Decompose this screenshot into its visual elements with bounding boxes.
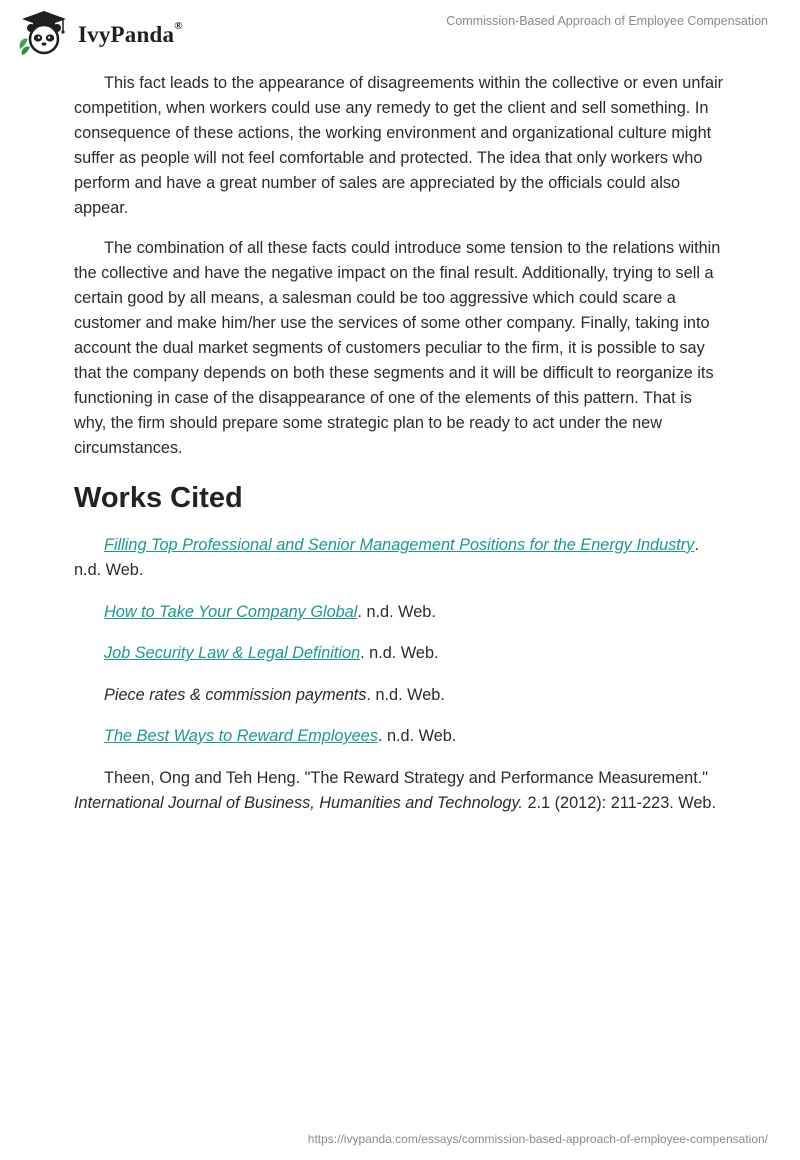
citation-link[interactable]: The Best Ways to Reward Employees	[104, 727, 378, 745]
citation-link[interactable]: Job Security Law & Legal Definition	[104, 644, 361, 662]
citation-link[interactable]: How to Take Your Company Global	[104, 602, 358, 621]
citation-title: Piece rates & commission payments	[104, 685, 367, 704]
citation-entry	[74, 600, 726, 625]
brand-name: IvyPanda®	[78, 20, 183, 47]
citation-suffix: . n.d. Web.	[366, 685, 445, 704]
citation-suffix: . n.d. Web.	[377, 727, 457, 745]
citation-entry	[74, 533, 726, 583]
citation-suffix: . n.d. Web.	[357, 602, 436, 621]
document-title: Commission-Based Approach of Employee Compensation	[446, 14, 768, 28]
page-header	[0, 0, 800, 70]
citation-entry	[74, 641, 726, 666]
citation-suffix: 2.1 (2012): 211-223. Web.	[522, 793, 717, 812]
ivypanda-logo[interactable]	[16, 8, 186, 58]
citation-suffix: . n.d. Web.	[74, 536, 699, 579]
citation-entry	[74, 724, 726, 749]
source-url: https://ivypanda.com/essays/commission-based-approach-of-employee-compensation/	[307, 1132, 768, 1146]
body-paragraph: This fact leads to the appearance of disagreements within the collective or even unfair competition, when workers could use any remedy to get the client and sell something. In consequence of these actions, the working environment and organizational culture might suffer as people will not feel comfortable and protected. The idea that only workers who perform and have a great number of sales are appreciated by the officials could also appear.	[74, 74, 724, 217]
panda-graduate-icon	[16, 9, 72, 57]
citation-link[interactable]: Filling Top Professional and Senior Management Positions for the Energy Industry	[104, 536, 695, 554]
citation-suffix: . n.d. Web.	[360, 644, 439, 662]
citation-prefix: Theen, Ong and Teh Heng. "The Reward Strategy and Performance Measurement."	[104, 768, 709, 787]
body-paragraph: The combination of all these facts could introduce some tension to the relations within the collective and have the negative impact on the final result. Additionally, trying to sell a certain good by all means, a salesman could be too aggressive which could scare a customer and make him/her use the services of some other company. Finally, taking into account the dual market segments of customers peculiar to the firm, it is possible to say that the company depends on both these segments and it will be difficult to reorganize its functioning in case of the disappearance of one of the elements of this pattern. That is why, the firm should prepare some strategic plan to be ready to act under the new circumstances.	[74, 239, 721, 457]
citation-entry-journal	[74, 766, 726, 816]
citation-entry	[74, 683, 726, 708]
journal-title: International Journal of Business, Humanities and Technology.	[74, 793, 523, 812]
essay-content	[74, 71, 726, 832]
works-cited-heading: Works Cited	[74, 482, 243, 514]
